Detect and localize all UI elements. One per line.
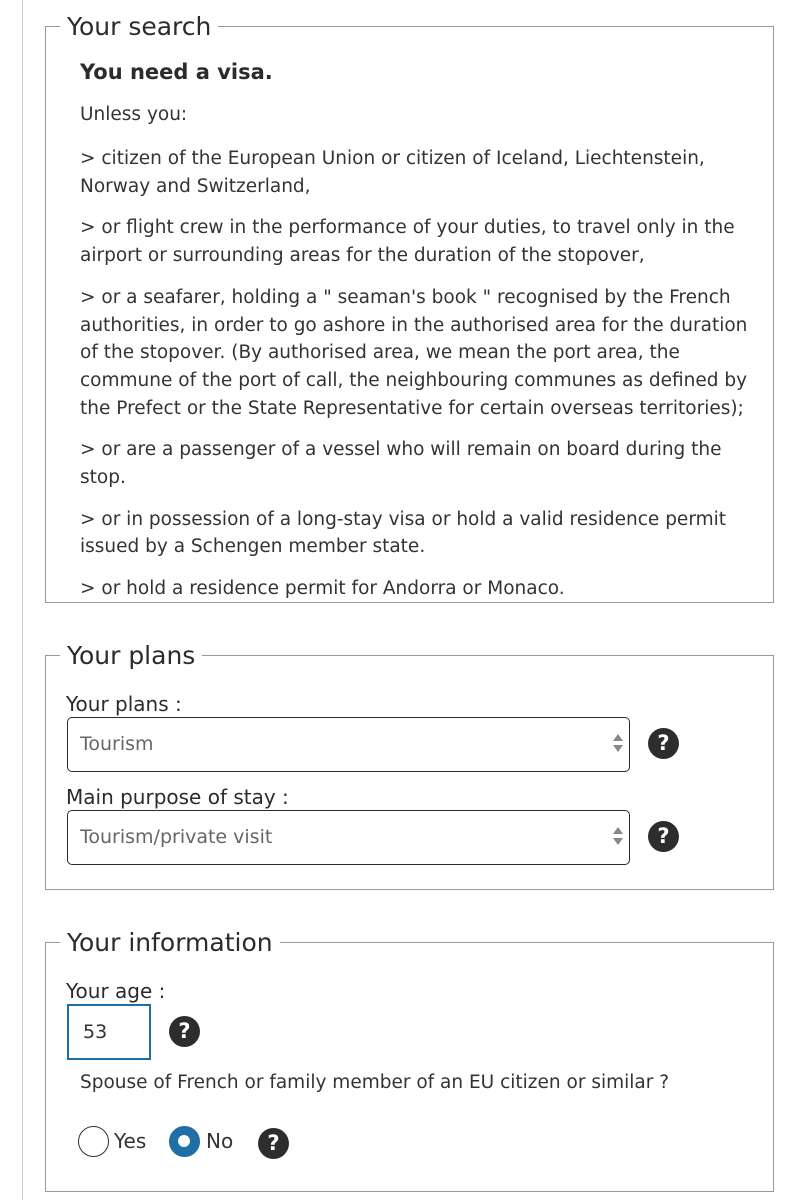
plans-legend: Your plans: [60, 641, 202, 671]
radio-no-label[interactable]: No: [206, 1129, 234, 1153]
radio-yes-label[interactable]: Yes: [114, 1129, 147, 1153]
exception-item: > or in possession of a long-stay visa or hold a valid residence permit issued by a Schengen member state.: [80, 508, 727, 558]
plans-help-icon[interactable]: ?: [648, 728, 679, 759]
plans-label: Your plans :: [66, 692, 182, 716]
select-arrows-icon: [613, 734, 623, 756]
page-left-rule: [22, 0, 23, 1200]
exception-item: > or a seafarer, holding a " seaman's book " recognised by the French authorities, in order to go ashore in the authorised area for the duration of the stopover. (By authorised area, we mean the port area, the commune of the port of call, the neighbouring communes as defined by the Prefect or the State Representative for certain overseas territories);: [80, 286, 748, 419]
search-result-panel: [45, 12, 774, 603]
radio-no[interactable]: [169, 1126, 200, 1157]
age-label: Your age :: [66, 979, 166, 1003]
age-help-icon[interactable]: ?: [169, 1016, 200, 1047]
exception-item: > or flight crew in the performance of your duties, to travel only in the airport or surrounding areas for the duration of the stopover,: [80, 217, 735, 267]
spouse-question: Spouse of French or family member of an EU citizen or similar ?: [80, 1072, 670, 1093]
age-input[interactable]: [67, 1004, 151, 1060]
search-legend: Your search: [60, 12, 218, 42]
purpose-select[interactable]: [67, 810, 630, 865]
plans-panel: [45, 641, 774, 890]
visa-required-title: You need a visa.: [80, 60, 273, 84]
information-legend: Your information: [60, 928, 280, 958]
exceptions-list: [80, 145, 770, 617]
age-input-value: 53: [83, 1021, 108, 1043]
exception-item: > or hold a residence permit for Andorra or Monaco.: [80, 578, 565, 600]
select-arrows-icon: [613, 827, 623, 849]
radio-yes[interactable]: [78, 1126, 109, 1157]
plans-select-value: Tourism: [80, 733, 154, 755]
unless-label: Unless you:: [80, 104, 188, 125]
exception-item: > or are a passenger of a vessel who will remain on board during the stop.: [80, 439, 722, 489]
information-panel: [45, 928, 774, 1192]
plans-select[interactable]: [67, 717, 630, 772]
exception-item: > citizen of the European Union or citizen of Iceland, Liechtenstein, Norway and Switzerland,: [80, 148, 705, 197]
purpose-select-value: Tourism/private visit: [80, 826, 273, 848]
purpose-label: Main purpose of stay :: [66, 785, 289, 809]
purpose-help-icon[interactable]: ?: [648, 821, 679, 852]
spouse-help-icon[interactable]: ?: [258, 1128, 289, 1159]
